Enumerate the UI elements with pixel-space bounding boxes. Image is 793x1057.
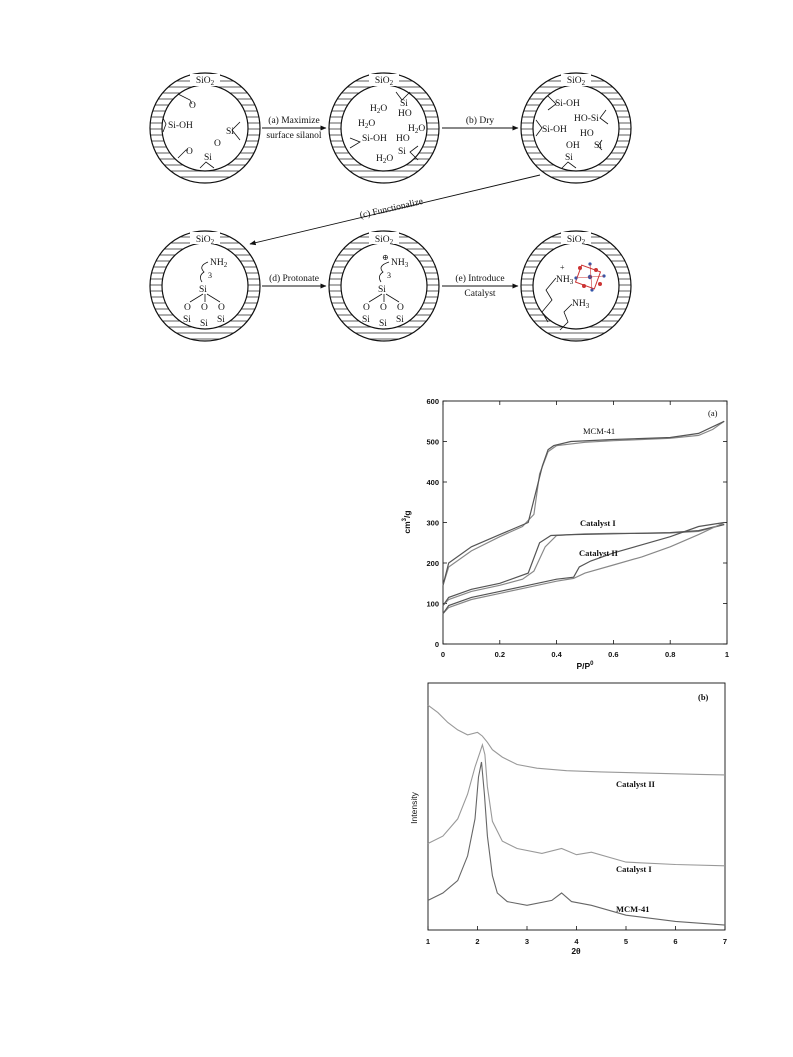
group-label: O <box>397 303 404 313</box>
series-line <box>428 745 725 866</box>
x-tick-label: 0 <box>440 650 446 659</box>
formula-part: NH <box>572 299 586 309</box>
group-label: Si <box>199 285 207 295</box>
group-label: Si <box>379 319 387 329</box>
formula-part: O <box>418 124 426 134</box>
group-label: Si-OH <box>168 121 193 131</box>
label-catalyst-2-xrd: Catalyst II <box>616 779 655 789</box>
xlabel-text: P/P <box>576 661 591 671</box>
formula-part: O <box>368 119 376 129</box>
group-label: O <box>186 147 193 157</box>
xlabel-superscript: 0 <box>590 661 594 667</box>
formula-part: NH <box>556 275 570 285</box>
formula-part: SiO <box>374 235 390 245</box>
subscript: 2 <box>581 238 586 246</box>
group-label: Si <box>226 127 234 137</box>
group-label: O <box>363 303 370 313</box>
formula-part: H <box>376 154 383 164</box>
group-label: Si <box>396 315 404 325</box>
group-label: Si <box>400 99 408 109</box>
series-line <box>428 762 725 925</box>
group-label: Si <box>200 319 208 329</box>
y-tick-label: 100 <box>426 599 439 609</box>
group-label: HO <box>580 129 594 139</box>
x-tick-label: 2 <box>475 937 480 946</box>
group-label: O <box>201 303 208 313</box>
y-tick-label: 0 <box>434 640 439 649</box>
subscript: 2 <box>376 107 381 115</box>
x-tick-label: 1 <box>724 650 730 659</box>
series-line <box>428 705 725 775</box>
chart-a-panel-label: (a) <box>708 408 718 418</box>
group-label: O <box>214 139 221 149</box>
group-label: O <box>218 303 225 313</box>
group-label: O <box>184 303 191 313</box>
chart-b-ticks <box>426 926 727 946</box>
step-e-sub-label: Catalyst <box>464 289 496 299</box>
x-tick-label: 0.8 <box>664 650 676 659</box>
group-label: O <box>189 101 196 111</box>
label-catalyst-1: Catalyst I <box>580 518 616 528</box>
step-a-sub-label: surface silanol <box>266 131 322 141</box>
x-tick-label: 0.6 <box>608 650 619 659</box>
formula-part: NH <box>391 258 405 268</box>
x-tick-label: 3 <box>524 937 530 946</box>
ylabel-superscript: 3 <box>402 517 408 522</box>
label-catalyst-1-xrd: Catalyst I <box>616 864 652 874</box>
label-catalyst-2: Catalyst II <box>579 548 618 558</box>
subscript: 2 <box>414 127 419 135</box>
oplus-symbol: ⊕ <box>382 253 389 262</box>
group-label: + <box>560 263 565 272</box>
formula-part: SiO <box>195 235 211 245</box>
group-label: Si <box>183 315 191 325</box>
y-tick-label: 300 <box>426 518 439 528</box>
group-label: OH <box>566 141 580 151</box>
formula-part: O <box>386 154 394 164</box>
y-tick-label: 600 <box>426 397 439 406</box>
subscript: 2 <box>364 122 369 130</box>
x-tick-label: 1 <box>425 937 431 946</box>
formula-part: H <box>358 119 365 129</box>
group-label: Si <box>362 315 370 325</box>
formula-part: NH <box>210 258 224 268</box>
step-a-label: (a) Maximize <box>268 116 320 126</box>
subscript: 3 <box>585 302 590 310</box>
formula-part: SiO <box>195 76 211 86</box>
group-label: Si <box>378 285 386 295</box>
subscript: 3 <box>569 278 574 286</box>
label-mcm41-xrd: MCM-41 <box>616 904 650 914</box>
group-label: Si-OH <box>362 134 387 144</box>
group-label: O <box>380 303 387 313</box>
y-tick-label: 500 <box>426 437 439 447</box>
chart-b-xlabel: 2θ <box>571 946 581 956</box>
group-label: HO-Si <box>574 114 599 124</box>
formula-part: H <box>370 104 377 114</box>
formula-part: SiO <box>566 76 582 86</box>
formula-part: O <box>380 104 388 114</box>
x-tick-label: 5 <box>623 937 629 946</box>
step-e-label: (e) Introduce <box>455 274 505 284</box>
group-label: Si-OH <box>542 125 567 135</box>
ylabel-unit: /g <box>402 510 412 518</box>
subscript: 2 <box>581 79 586 87</box>
subscript: 2 <box>382 157 387 165</box>
group-label: Si <box>594 141 602 151</box>
group-label: 3 <box>208 271 212 280</box>
step-d-label: (d) Protonate <box>269 274 319 284</box>
group-label: Si <box>398 147 406 157</box>
formula-part: SiO <box>566 235 582 245</box>
x-tick-label: 0.4 <box>551 650 562 659</box>
group-label: Si <box>217 315 225 325</box>
chart-b-frame <box>428 683 725 930</box>
group-label: 3 <box>387 271 391 280</box>
step-b-label: (b) Dry <box>465 116 495 126</box>
label-mcm41: MCM-41 <box>583 426 616 436</box>
formula-part: SiO <box>374 76 390 86</box>
subscript: 2 <box>210 238 215 246</box>
group-label: HO <box>398 109 412 119</box>
subscript: 3 <box>404 261 409 269</box>
chart-b-series <box>428 705 725 925</box>
subscript: 2 <box>210 79 215 87</box>
chart-b-ylabel: Intensity <box>409 792 419 824</box>
ylabel-text: cm <box>402 521 412 534</box>
x-tick-label: 0.2 <box>494 650 506 659</box>
group-label: HO <box>396 134 410 144</box>
group-label: Si-OH <box>555 99 580 109</box>
group-label: Si <box>565 153 573 163</box>
x-tick-label: 7 <box>722 937 728 946</box>
group-label: Si <box>204 153 212 163</box>
step-c-label: (c) Functionalize <box>358 196 425 222</box>
x-tick-label: 6 <box>673 937 678 946</box>
x-tick-label: 4 <box>574 937 579 946</box>
subscript: 2 <box>389 79 394 87</box>
y-tick-label: 400 <box>426 478 439 487</box>
y-tick-label: 200 <box>426 559 439 568</box>
chart-b-panel-label: (b) <box>698 692 709 702</box>
formula-part: H <box>408 124 415 134</box>
subscript: 2 <box>389 238 394 246</box>
subscript: 2 <box>223 261 228 269</box>
